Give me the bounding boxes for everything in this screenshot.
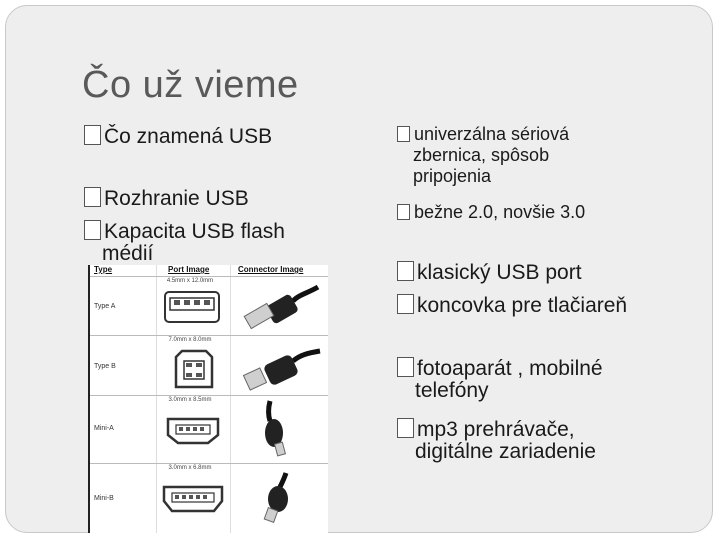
bullet-text-continued: telefóny [415, 379, 489, 402]
table-header-port-image: Port Image [168, 265, 210, 274]
table-header-connector-image: Connector Image [238, 265, 304, 274]
bullet-camera-phones [397, 357, 603, 402]
bullet-flash-capacity [84, 220, 285, 265]
bullet-box-icon [397, 126, 410, 142]
bullet-box-icon [84, 187, 101, 207]
dims-mini-a: 3.0mm x 8.5mm [168, 397, 212, 403]
bullet-box-icon [84, 125, 101, 145]
bullet-printer-connector [397, 294, 627, 317]
bullet-box-icon [397, 204, 410, 220]
bullet-text: klasický USB port [417, 261, 582, 284]
usb-types-table-image [88, 265, 328, 533]
bullet-text: koncovka pre tlačiareň [417, 294, 628, 317]
type-b-port-icon [172, 347, 216, 391]
bullet-text-continued: pripojenia [413, 166, 492, 186]
bullet-text: Čo znamená USB [104, 125, 273, 148]
bullet-box-icon [397, 294, 414, 314]
bullet-classic-usb-port [397, 261, 582, 284]
dims-type-b: 7.0mm x 8.0mm [168, 337, 212, 343]
bullet-text: Rozhranie USB [104, 187, 249, 210]
bullet-universal-serial-bus [397, 124, 569, 187]
bullet-text-continued: zbernica, spôsob [413, 145, 550, 165]
row-label-mini-a: Mini-A [94, 425, 114, 432]
bullet-text: univerzálna sériová [414, 124, 570, 144]
slide-title: Čo už vieme [82, 64, 299, 106]
bullet-text: fotoaparát , mobilné [417, 357, 603, 380]
type-b-connector-icon [238, 345, 324, 395]
dims-type-a: 4.5mm x 12.0mm [166, 278, 214, 284]
dims-mini-b: 3.0mm x 6.8mm [168, 465, 212, 471]
mini-b-port-icon [160, 483, 226, 517]
bullet-what-is-usb [84, 125, 272, 148]
bullet-box-icon [84, 220, 101, 240]
type-a-port-icon [162, 289, 222, 329]
bullet-box-icon [397, 418, 414, 438]
bullet-mp3-players [397, 418, 596, 463]
row-label-type-a: Type A [94, 303, 116, 310]
bullet-box-icon [397, 357, 414, 377]
mini-a-connector-icon [256, 399, 296, 459]
table-header-type: Type [94, 265, 113, 274]
row-label-type-b: Type B [94, 363, 116, 370]
bullet-usb-versions [397, 202, 585, 223]
row-label-mini-b: Mini-B [94, 495, 114, 502]
bullet-text: mp3 prehrávače, [417, 418, 575, 441]
bullet-text-continued: médií [102, 242, 154, 265]
mini-a-port-icon [162, 415, 224, 447]
bullet-text: bežne 2.0, novšie 3.0 [414, 202, 586, 222]
bullet-box-icon [397, 261, 414, 281]
bullet-text: Kapacita USB flash [104, 220, 285, 243]
bullet-usb-interface [84, 187, 249, 210]
mini-b-connector-icon [256, 471, 316, 527]
bullet-text-continued: digitálne zariadenie [415, 440, 596, 463]
type-a-connector-icon [238, 283, 324, 335]
